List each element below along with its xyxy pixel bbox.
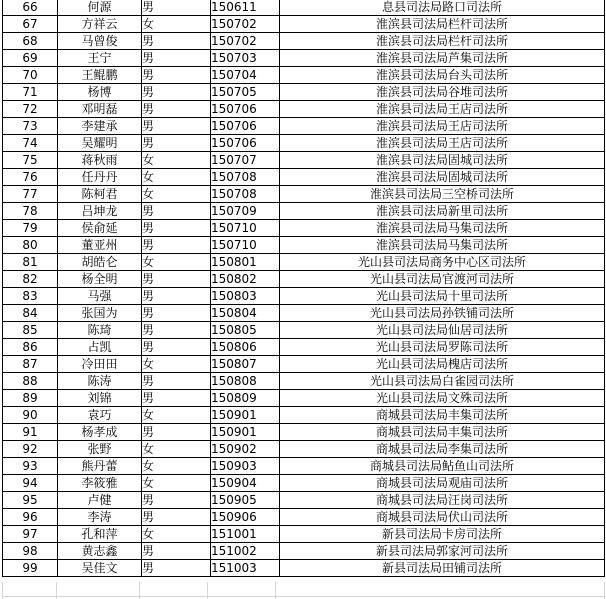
cell-index[interactable]: 89 xyxy=(3,390,58,407)
table-row xyxy=(3,101,605,118)
cell-name[interactable]: 刘锦 xyxy=(58,390,142,407)
table-row xyxy=(3,118,605,135)
cell-index[interactable]: 97 xyxy=(3,526,58,543)
cell-index[interactable]: 73 xyxy=(3,118,58,135)
cell-organization[interactable]: 光山县司法局槐店司法所 xyxy=(280,356,605,373)
cell-gender[interactable]: 女 xyxy=(142,407,211,424)
cell-position-code[interactable]: 150808 xyxy=(211,373,280,390)
table-row xyxy=(3,526,605,543)
cell-position-code[interactable]: 151003 xyxy=(211,560,280,577)
cell-gender[interactable]: 女 xyxy=(142,254,211,271)
cell-index[interactable]: 83 xyxy=(3,288,58,305)
table-row xyxy=(3,0,605,16)
cell-name[interactable]: 董亚州 xyxy=(58,237,142,254)
cell-organization[interactable]: 淮滨县司法局新里司法所 xyxy=(280,203,605,220)
cell-name[interactable]: 袁巧 xyxy=(58,407,142,424)
cell-position-code[interactable]: 150611 xyxy=(211,0,280,16)
cell-name[interactable]: 李筱雅 xyxy=(58,475,142,492)
cell-organization[interactable]: 淮滨县司法局固城司法所 xyxy=(280,152,605,169)
cell-gender[interactable]: 男 xyxy=(142,271,211,288)
cell-name[interactable]: 杨孝成 xyxy=(58,424,142,441)
cell-position-code[interactable]: 150801 xyxy=(211,254,280,271)
cell-name[interactable]: 吴耀明 xyxy=(58,135,142,152)
cell-index[interactable]: 66 xyxy=(3,0,58,16)
table-row xyxy=(3,203,605,220)
roster-table-body xyxy=(3,0,605,577)
cell-index[interactable]: 67 xyxy=(3,16,58,33)
cell-position-code[interactable]: 150708 xyxy=(211,186,280,203)
cell-name[interactable]: 吴佳文 xyxy=(58,560,142,577)
cell-name[interactable]: 李建承 xyxy=(58,118,142,135)
empty-grid-area xyxy=(2,582,605,599)
cell-gender[interactable]: 男 xyxy=(142,543,211,560)
cell-organization[interactable]: 淮滨县司法局三空桥司法所 xyxy=(280,186,605,203)
table-row xyxy=(3,305,605,322)
cell-name[interactable]: 侯俞延 xyxy=(58,220,142,237)
cell-index[interactable]: 85 xyxy=(3,322,58,339)
table-row xyxy=(3,475,605,492)
cell-index[interactable]: 98 xyxy=(3,543,58,560)
cell-name[interactable]: 何源 xyxy=(58,0,142,16)
cell-position-code[interactable]: 151002 xyxy=(211,543,280,560)
cell-position-code[interactable]: 150805 xyxy=(211,322,280,339)
cell-name[interactable]: 熊丹蕾 xyxy=(58,458,142,475)
cell-organization[interactable]: 商城县司法局鲇鱼山司法所 xyxy=(280,458,605,475)
cell-gender[interactable]: 男 xyxy=(142,509,211,526)
cell-index[interactable]: 74 xyxy=(3,135,58,152)
cell-name[interactable]: 陈涛 xyxy=(58,373,142,390)
cell-organization[interactable]: 淮滨县司法局王店司法所 xyxy=(280,118,605,135)
cell-position-code[interactable]: 150707 xyxy=(211,152,280,169)
cell-name[interactable]: 占凯 xyxy=(58,339,142,356)
cell-index[interactable]: 95 xyxy=(3,492,58,509)
gridline xyxy=(2,596,605,597)
cell-gender[interactable]: 男 xyxy=(142,118,211,135)
cell-gender[interactable]: 男 xyxy=(142,67,211,84)
cell-position-code[interactable]: 150804 xyxy=(211,305,280,322)
cell-index[interactable]: 81 xyxy=(3,254,58,271)
cell-position-code[interactable]: 150710 xyxy=(211,220,280,237)
table-row xyxy=(3,84,605,101)
cell-index[interactable]: 78 xyxy=(3,203,58,220)
cell-index[interactable]: 96 xyxy=(3,509,58,526)
cell-name[interactable]: 邓明磊 xyxy=(58,101,142,118)
cell-gender[interactable]: 男 xyxy=(142,492,211,509)
cell-name[interactable]: 卢健 xyxy=(58,492,142,509)
cell-organization[interactable]: 淮滨县司法局谷堆司法所 xyxy=(280,84,605,101)
cell-position-code[interactable]: 150702 xyxy=(211,33,280,50)
cell-position-code[interactable]: 150809 xyxy=(211,390,280,407)
cell-position-code[interactable]: 150905 xyxy=(211,492,280,509)
cell-gender[interactable]: 女 xyxy=(142,169,211,186)
cell-position-code[interactable]: 150703 xyxy=(211,50,280,67)
table-row xyxy=(3,50,605,67)
cell-organization[interactable]: 商城县司法局丰集司法所 xyxy=(280,424,605,441)
cell-gender[interactable]: 女 xyxy=(142,186,211,203)
cell-index[interactable]: 99 xyxy=(3,560,58,577)
cell-position-code[interactable]: 150803 xyxy=(211,288,280,305)
cell-name[interactable]: 杨博 xyxy=(58,84,142,101)
cell-gender[interactable]: 男 xyxy=(142,220,211,237)
table-row xyxy=(3,458,605,475)
table-row xyxy=(3,509,605,526)
cell-gender[interactable]: 女 xyxy=(142,458,211,475)
cell-organization[interactable]: 光山县司法局文殊司法所 xyxy=(280,390,605,407)
table-row xyxy=(3,407,605,424)
cell-gender[interactable]: 男 xyxy=(142,390,211,407)
table-row xyxy=(3,135,605,152)
cell-position-code[interactable]: 150904 xyxy=(211,475,280,492)
cell-gender[interactable]: 男 xyxy=(142,305,211,322)
cell-position-code[interactable]: 150901 xyxy=(211,407,280,424)
table-row xyxy=(3,560,605,577)
cell-name[interactable]: 张野 xyxy=(58,441,142,458)
cell-index[interactable]: 69 xyxy=(3,50,58,67)
cell-gender[interactable]: 男 xyxy=(142,560,211,577)
cell-organization[interactable]: 息县司法局路口司法所 xyxy=(280,0,605,16)
table-row xyxy=(3,237,605,254)
cell-index[interactable]: 75 xyxy=(3,152,58,169)
cell-name[interactable]: 张国为 xyxy=(58,305,142,322)
cell-gender[interactable]: 女 xyxy=(142,475,211,492)
cell-organization[interactable]: 淮滨县司法局栏杆司法所 xyxy=(280,16,605,33)
cell-position-code[interactable]: 151001 xyxy=(211,526,280,543)
cell-index[interactable]: 71 xyxy=(3,84,58,101)
table-row xyxy=(3,67,605,84)
cell-name[interactable]: 任丹丹 xyxy=(58,169,142,186)
cell-organization[interactable]: 商城县司法局伏山司法所 xyxy=(280,509,605,526)
table-row xyxy=(3,424,605,441)
cell-organization[interactable]: 淮滨县司法局马集司法所 xyxy=(280,237,605,254)
cell-index[interactable]: 94 xyxy=(3,475,58,492)
cell-index[interactable]: 87 xyxy=(3,356,58,373)
cell-name[interactable]: 马曾俊 xyxy=(58,33,142,50)
cell-index[interactable]: 80 xyxy=(3,237,58,254)
cell-organization[interactable]: 淮滨县司法局王店司法所 xyxy=(280,135,605,152)
cell-index[interactable]: 70 xyxy=(3,67,58,84)
cell-name[interactable]: 陈琦 xyxy=(58,322,142,339)
table-row xyxy=(3,220,605,237)
cell-index[interactable]: 88 xyxy=(3,373,58,390)
cell-gender[interactable]: 男 xyxy=(142,424,211,441)
cell-name[interactable]: 吕坤龙 xyxy=(58,203,142,220)
table-row xyxy=(3,543,605,560)
cell-name[interactable]: 胡皓仑 xyxy=(58,254,142,271)
cell-name[interactable]: 王宁 xyxy=(58,50,142,67)
cell-gender[interactable]: 男 xyxy=(142,373,211,390)
cell-position-code[interactable]: 150705 xyxy=(211,84,280,101)
cell-position-code[interactable]: 150706 xyxy=(211,135,280,152)
cell-organization[interactable]: 淮滨县司法局固城司法所 xyxy=(280,169,605,186)
cell-organization[interactable]: 商城县司法局汪岗司法所 xyxy=(280,492,605,509)
cell-organization[interactable]: 光山县司法局十里司法所 xyxy=(280,288,605,305)
cell-name[interactable]: 杨全明 xyxy=(58,271,142,288)
cell-index[interactable]: 79 xyxy=(3,220,58,237)
table-row xyxy=(3,186,605,203)
table-row xyxy=(3,169,605,186)
cell-index[interactable]: 76 xyxy=(3,169,58,186)
table-row xyxy=(3,33,605,50)
cell-name[interactable]: 李涛 xyxy=(58,509,142,526)
table-row xyxy=(3,339,605,356)
roster-table xyxy=(2,0,605,577)
table-row xyxy=(3,390,605,407)
table-row xyxy=(3,152,605,169)
cell-organization[interactable]: 淮滨县司法局芦集司法所 xyxy=(280,50,605,67)
cell-index[interactable]: 91 xyxy=(3,424,58,441)
cell-name[interactable]: 陈柯君 xyxy=(58,186,142,203)
cell-organization[interactable]: 商城县司法局丰集司法所 xyxy=(280,407,605,424)
table-row xyxy=(3,288,605,305)
cell-position-code[interactable]: 150708 xyxy=(211,169,280,186)
cell-organization[interactable]: 光山县司法局罗陈司法所 xyxy=(280,339,605,356)
cell-index[interactable]: 77 xyxy=(3,186,58,203)
cell-organization[interactable]: 淮滨县司法局马集司法所 xyxy=(280,220,605,237)
cell-index[interactable]: 86 xyxy=(3,339,58,356)
table-row xyxy=(3,254,605,271)
cell-organization[interactable]: 淮滨县司法局王店司法所 xyxy=(280,101,605,118)
cell-name[interactable]: 黄志鑫 xyxy=(58,543,142,560)
cell-organization[interactable]: 商城县司法局李集司法所 xyxy=(280,441,605,458)
cell-organization[interactable]: 淮滨县司法局栏杆司法所 xyxy=(280,33,605,50)
cell-organization[interactable]: 淮滨县司法局台头司法所 xyxy=(280,67,605,84)
cell-gender[interactable]: 男 xyxy=(142,33,211,50)
cell-organization[interactable]: 新县司法局郭家河司法所 xyxy=(280,543,605,560)
cell-position-code[interactable]: 150807 xyxy=(211,356,280,373)
cell-position-code[interactable]: 150704 xyxy=(211,67,280,84)
cell-organization[interactable]: 光山县司法局白雀园司法所 xyxy=(280,373,605,390)
cell-gender[interactable]: 男 xyxy=(142,288,211,305)
cell-gender[interactable]: 男 xyxy=(142,203,211,220)
cell-position-code[interactable]: 150702 xyxy=(211,16,280,33)
cell-position-code[interactable]: 150706 xyxy=(211,118,280,135)
table-row xyxy=(3,373,605,390)
cell-name[interactable]: 马强 xyxy=(58,288,142,305)
table-row xyxy=(3,356,605,373)
cell-gender[interactable]: 女 xyxy=(142,16,211,33)
table-row xyxy=(3,322,605,339)
cell-gender[interactable]: 男 xyxy=(142,84,211,101)
cell-gender[interactable]: 男 xyxy=(142,339,211,356)
cell-gender[interactable]: 男 xyxy=(142,135,211,152)
cell-gender[interactable]: 男 xyxy=(142,50,211,67)
cell-gender[interactable]: 男 xyxy=(142,101,211,118)
cell-position-code[interactable]: 150906 xyxy=(211,509,280,526)
cell-name[interactable]: 冷田田 xyxy=(58,356,142,373)
cell-gender[interactable]: 女 xyxy=(142,152,211,169)
cell-gender[interactable]: 男 xyxy=(142,0,211,16)
cell-name[interactable]: 王鲲鹏 xyxy=(58,67,142,84)
cell-gender[interactable]: 女 xyxy=(142,441,211,458)
cell-gender[interactable]: 男 xyxy=(142,237,211,254)
cell-position-code[interactable]: 150903 xyxy=(211,458,280,475)
cell-index[interactable]: 82 xyxy=(3,271,58,288)
cell-organization[interactable]: 光山县司法局官渡河司法所 xyxy=(280,271,605,288)
cell-position-code[interactable]: 150901 xyxy=(211,424,280,441)
cell-gender[interactable]: 女 xyxy=(142,356,211,373)
cell-organization[interactable]: 新县司法局田铺司法所 xyxy=(280,560,605,577)
cell-name[interactable]: 孔和萍 xyxy=(58,526,142,543)
cell-gender[interactable]: 女 xyxy=(142,526,211,543)
cell-position-code[interactable]: 150706 xyxy=(211,101,280,118)
cell-position-code[interactable]: 150902 xyxy=(211,441,280,458)
cell-gender[interactable]: 男 xyxy=(142,322,211,339)
cell-index[interactable]: 92 xyxy=(3,441,58,458)
table-row xyxy=(3,16,605,33)
cell-index[interactable]: 68 xyxy=(3,33,58,50)
cell-index[interactable]: 90 xyxy=(3,407,58,424)
cell-organization[interactable]: 光山县司法局商务中心区司法所 xyxy=(280,254,605,271)
cell-organization[interactable]: 新县司法局卡房司法所 xyxy=(280,526,605,543)
cell-position-code[interactable]: 150802 xyxy=(211,271,280,288)
cell-position-code[interactable]: 150709 xyxy=(211,203,280,220)
cell-index[interactable]: 84 xyxy=(3,305,58,322)
cell-organization[interactable]: 光山县司法局孙铁铺司法所 xyxy=(280,305,605,322)
cell-organization[interactable]: 光山县司法局仙居司法所 xyxy=(280,322,605,339)
cell-name[interactable]: 蒋秋雨 xyxy=(58,152,142,169)
cell-index[interactable]: 72 xyxy=(3,101,58,118)
cell-index[interactable]: 93 xyxy=(3,458,58,475)
cell-name[interactable]: 方祥云 xyxy=(58,16,142,33)
cell-position-code[interactable]: 150710 xyxy=(211,237,280,254)
cell-position-code[interactable]: 150806 xyxy=(211,339,280,356)
table-row xyxy=(3,441,605,458)
table-row xyxy=(3,492,605,509)
cell-organization[interactable]: 商城县司法局观庙司法所 xyxy=(280,475,605,492)
table-row xyxy=(3,271,605,288)
